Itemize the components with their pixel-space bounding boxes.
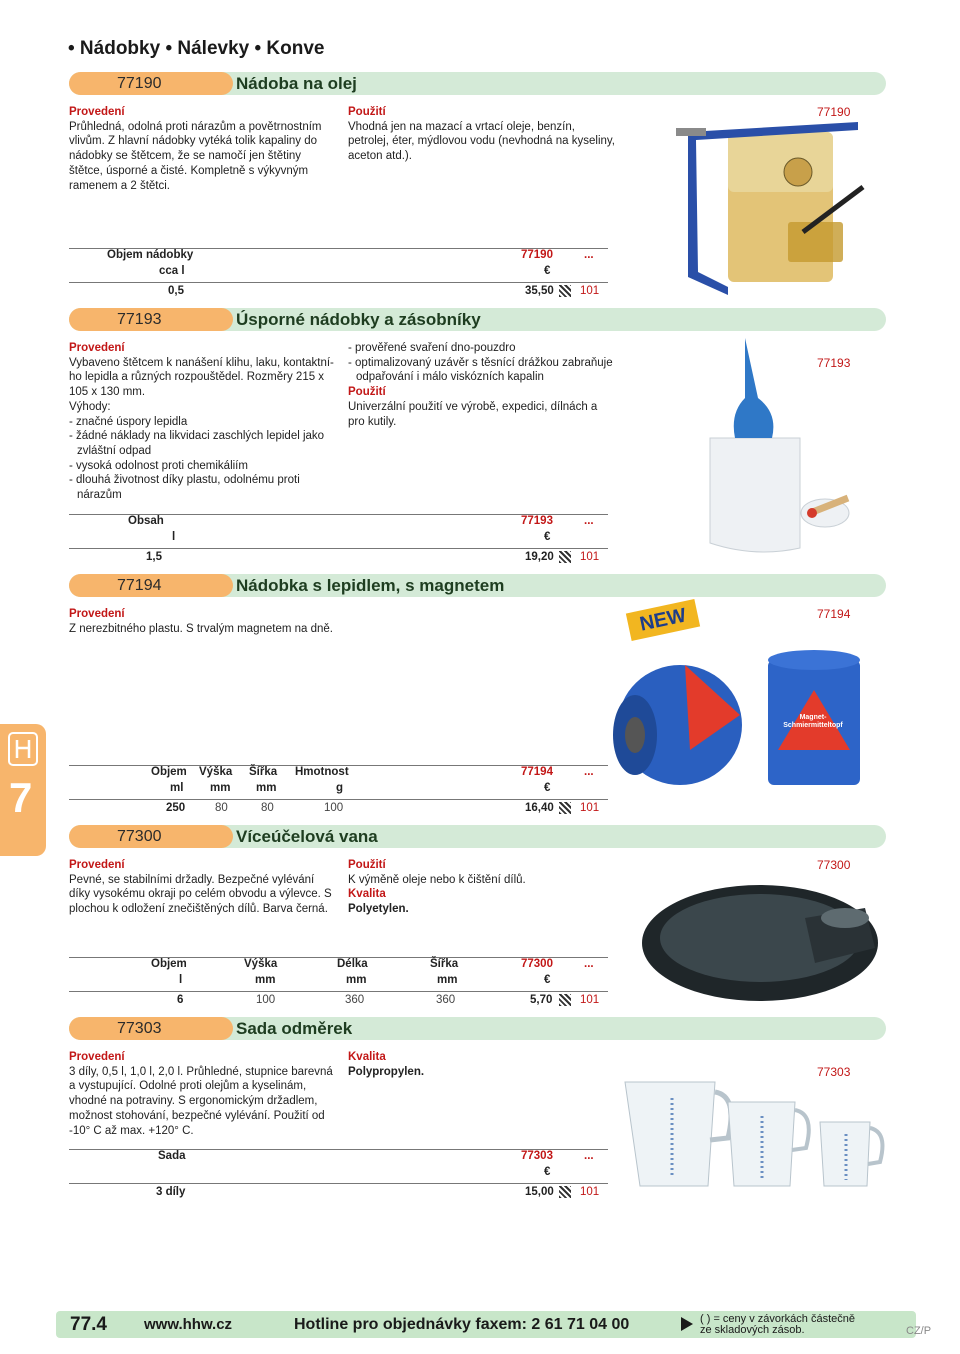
product-code-label: 77190: [817, 105, 851, 119]
qr-icon: [559, 285, 571, 297]
spec-table-77193: Obsah 77193 ... l € 1,5 19,20 101: [69, 514, 608, 565]
section-title: Nádoba na olej: [236, 74, 357, 93]
section-code: 77193: [69, 308, 233, 331]
section-code: 77300: [69, 825, 233, 848]
section-code: 77190: [69, 72, 233, 95]
page-number: 77.4: [70, 1314, 107, 1335]
spec-table-77190: Objem nádobky 77190 ... cca l € 0,5 35,50 101: [69, 248, 608, 301]
chapter-number: 7: [9, 774, 33, 821]
qr-icon: [559, 1186, 571, 1198]
region-code: CZ/P: [906, 1325, 932, 1337]
section-title: Nádobka s lepidlem, s magnetem: [236, 576, 505, 595]
glue-dispenser-image: [700, 338, 850, 558]
label-provedeni: Provedení: [69, 106, 125, 118]
section-header-77300: [69, 825, 886, 848]
product-code-label: 77194: [817, 607, 851, 621]
description-provedeni: Provedení Pevné, se stabilními držadly. Bezpečné vylévání díky vysokému okraji po celém obvodu a výlevce. S plochou k odložení znečištěných dílů. Barva černá.: [69, 859, 332, 916]
label-pouziti: Použití: [348, 106, 386, 118]
chapter-tab: [0, 724, 46, 856]
page-title: • Nádobky • Nálevky • Konve: [68, 38, 325, 59]
spec-table-77300: Objem Výška Délka Šířka 77300 ... l mm mm mm € 6 100 360 360 5,70 101: [69, 957, 608, 1008]
description-provedeni: Provedení Vybaveno štětcem k nanášení klihu, laku, kontaktní- ho lepidla a různých rozpouštědel. Rozměry 215 x 105 x 130 mm. Výhody: - značné úspory lepidla - žádné náklady na likvidaci zaschlých lepidel jako zvláštní odpad - vysoká odolnost proti chemikáliím - dlouhá životnost díky plastu, odolnému proti nárazům: [69, 342, 334, 502]
measuring-jugs-image: [620, 1078, 890, 1190]
arrow-right-icon: [681, 1317, 693, 1331]
section-code: 77194: [69, 574, 233, 597]
spec-table-77194: Objem Výška Šířka Hmotnost 77194 ... ml mm mm g € 250 80 80 100 16,40 101: [69, 765, 608, 816]
qr-icon: [559, 551, 571, 563]
tool-category-icon: [8, 732, 38, 766]
qr-icon: [559, 994, 571, 1006]
website-link[interactable]: www.hhw.cz: [144, 1316, 233, 1333]
description-provedeni: Provedení 3 díly, 0,5 l, 1,0 l, 2,0 l. Průhledné, stupnice barevná a vystupující. Odolné proti olejům a kyselinám, vhodné na potraviny. S ergonomickým držadlem, možnost stohování, bezpečné vylévání. Použití od -10° C až max. +120° C.: [69, 1051, 333, 1137]
description-kvalita: Kvalita Polypropylen.: [348, 1051, 425, 1078]
new-badge: NEW: [626, 599, 700, 641]
description-provedeni: Provedení Z nerezbitného plastu. S trvalým magnetem na dně.: [69, 608, 334, 635]
section-title: Víceúčelová vana: [236, 827, 378, 846]
product-code-label: 77300: [817, 858, 851, 872]
description-pouziti: Použití Vhodná jen na mazací a vrtací oleje, benzín, petrolej, éter, mýdlovou vodu (nevhodná na kyseliny, aceton atd.).: [348, 105, 638, 164]
section-header-77190: [69, 72, 886, 95]
hotline-text: Hotline pro objednávky faxem: 2 61 71 04 00: [294, 1316, 630, 1333]
section-header-77303: [69, 1017, 886, 1040]
price-note: ( ) = ceny v závorkách částečně ze skladových zásob.: [700, 1313, 855, 1336]
qr-icon: [559, 802, 571, 814]
oil-basin-image: [640, 878, 890, 1008]
section-title: Úsporné nádobky a zásobníky: [236, 310, 481, 329]
section-code: 77303: [69, 1017, 233, 1040]
section-title: Sada odměrek: [236, 1019, 353, 1038]
oil-container-image: [668, 112, 878, 300]
section-header-77194: [69, 574, 886, 597]
product-code-label: 77303: [817, 1065, 851, 1079]
product-code-label: 77193: [817, 356, 851, 370]
description-pouziti: Použití K výměně oleje nebo k čištění dílů. Kvalita Polyetylen.: [348, 859, 526, 916]
description-provedeni: Provedení Průhledná, odolná proti nárazům a povětrnostním vlivům. Z hlavní nádobky vytéká tolik kapaliny do nádobky se štětcem, že se namočí jen štětiny štětce, úsporné a čisté. Kompletně s výkyvným ramenem a 2 štětci.: [69, 105, 339, 193]
magnet-pot-sticker: Magnet-Schmiermitteltopf: [783, 714, 843, 729]
section-header-77193: [69, 308, 886, 331]
description-pouziti: - prověřené svaření dno-pouzdro - optimalizovaný uzávěr s těsnící drážkou zabraňuje odpařování i málo viskózních kapalin Použití Univerzální použití ve výrobě, expedici, dílnách a pro kutily.: [348, 342, 613, 428]
spec-table-77303: Sada 77303 ... € 3 díly 15,00 101: [69, 1149, 608, 1200]
footer-bar: [56, 1311, 916, 1338]
